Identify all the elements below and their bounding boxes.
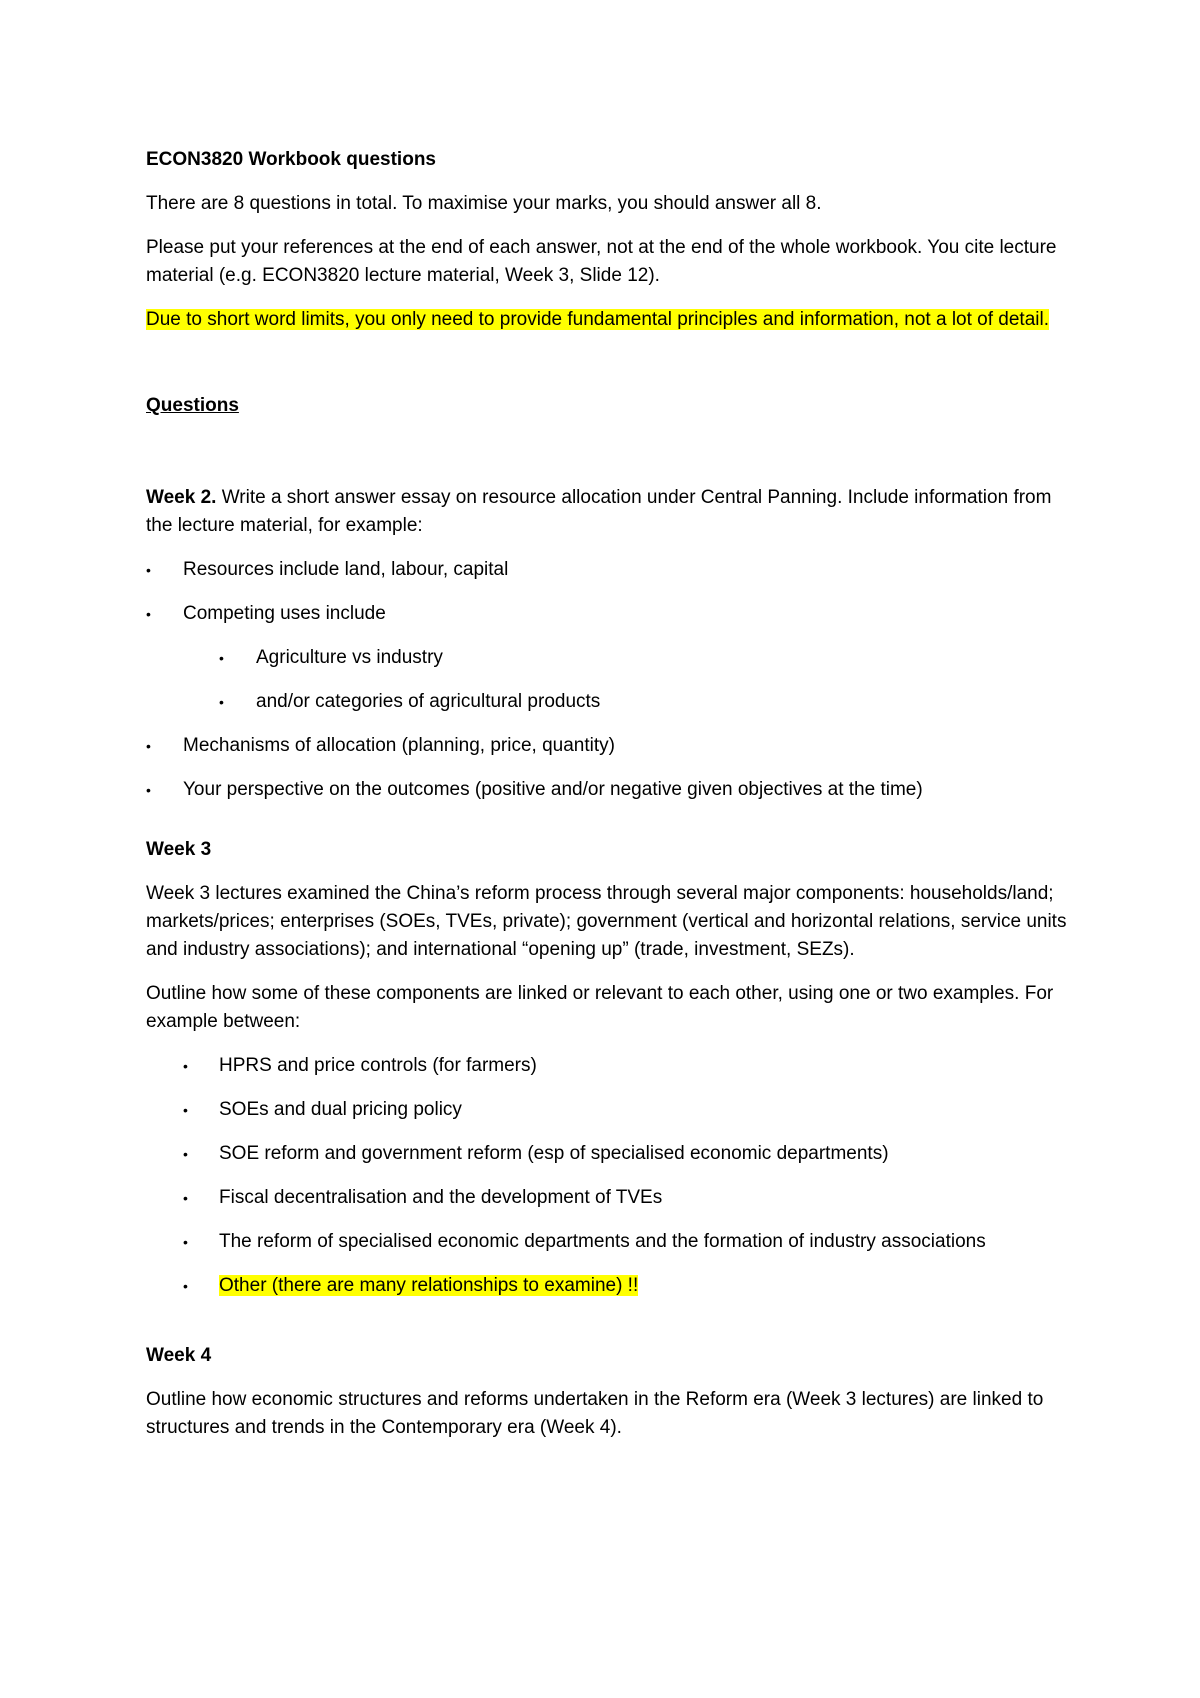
list-item-text: SOE reform and government reform (esp of specialised economic departments): [219, 1143, 889, 1164]
bullet-icon: •: [146, 562, 151, 578]
intro-paragraph-1: There are 8 questions in total. To maximise your marks, you should answer all 8.: [146, 193, 822, 214]
week2-bullet-list: [146, 556, 1070, 804]
list-item-text: Other (there are many relationships to examine) !!: [219, 1275, 639, 1296]
list-item-text: and/or categories of agricultural products: [256, 691, 601, 712]
week4-question: Outline how economic structures and reforms undertaken in the Reform era (Week 3 lectures) are linked to structures and trends in the Contemporary era (Week 4).: [146, 1389, 1044, 1438]
list-item: [146, 1140, 1070, 1168]
bullet-icon: •: [183, 1190, 188, 1206]
list-item-text: Fiscal decentralisation and the development of TVEs: [219, 1187, 663, 1208]
week2-label: Week 2.: [146, 487, 217, 508]
bullet-icon: •: [183, 1058, 188, 1074]
list-item-text: Mechanisms of allocation (planning, price, quantity): [183, 735, 615, 756]
week2-question: [146, 484, 1070, 540]
list-item: [146, 1228, 1070, 1256]
week4-heading: Week 4: [146, 1345, 212, 1366]
highlighted-list-item: [146, 1272, 1070, 1300]
list-item: [146, 776, 1070, 804]
bullet-icon: •: [183, 1102, 188, 1118]
week3-paragraph-1: Week 3 lectures examined the China’s reform process through several major components: households/land; markets/prices; enterprises (SOEs, TVEs, private); government (vertical and horizontal relations, service units and industry associations); and international “opening up” (trade, investment, SEZs).: [146, 883, 1067, 960]
week3-heading: Week 3: [146, 839, 212, 860]
bullet-icon: •: [183, 1146, 188, 1162]
intro-paragraph-2: Please put your references at the end of each answer, not at the end of the whole workbook. You cite lecture material (e.g. ECON3820 lecture material, Week 3, Slide 12).: [146, 237, 1057, 286]
list-item-text: Your perspective on the outcomes (positive and/or negative given objectives at the time): [183, 779, 923, 800]
bullet-icon: •: [146, 782, 151, 798]
list-item-text: Resources include land, labour, capital: [183, 559, 509, 580]
week2-text: Write a short answer essay on resource allocation under Central Panning. Include information from the lecture material, for example:: [146, 487, 1052, 536]
questions-heading: Questions: [146, 395, 239, 416]
list-item-text: SOEs and dual pricing policy: [219, 1099, 462, 1120]
list-item: [146, 600, 1070, 628]
bullet-icon: •: [146, 738, 151, 754]
bullet-icon: •: [183, 1234, 188, 1250]
bullet-icon: •: [183, 1278, 188, 1294]
highlighted-text: Due to short word limits, you only need to provide fundamental principles and information, not a lot of detail.: [146, 309, 1050, 330]
list-item: [146, 732, 1070, 760]
list-item-text: Competing uses include: [183, 603, 386, 624]
bullet-icon: •: [219, 650, 224, 666]
week3-bullet-list: [146, 1052, 1070, 1300]
list-item-text: HPRS and price controls (for farmers): [219, 1055, 537, 1076]
list-item: [146, 1096, 1070, 1124]
list-item: [146, 1184, 1070, 1212]
list-item: [146, 1052, 1070, 1080]
sub-list-item: [146, 644, 1070, 672]
sub-list-item: [146, 688, 1070, 716]
word-limit-note: [146, 306, 1070, 334]
list-item-text: Agriculture vs industry: [256, 647, 443, 668]
week3-paragraph-2: Outline how some of these components are linked or relevant to each other, using one or two examples. For example between:: [146, 983, 1054, 1032]
list-item: [146, 556, 1070, 584]
bullet-icon: •: [219, 694, 224, 710]
list-item-text: The reform of specialised economic departments and the formation of industry associations: [219, 1231, 986, 1252]
bullet-icon: •: [146, 606, 151, 622]
document-title: ECON3820 Workbook questions: [146, 149, 436, 170]
